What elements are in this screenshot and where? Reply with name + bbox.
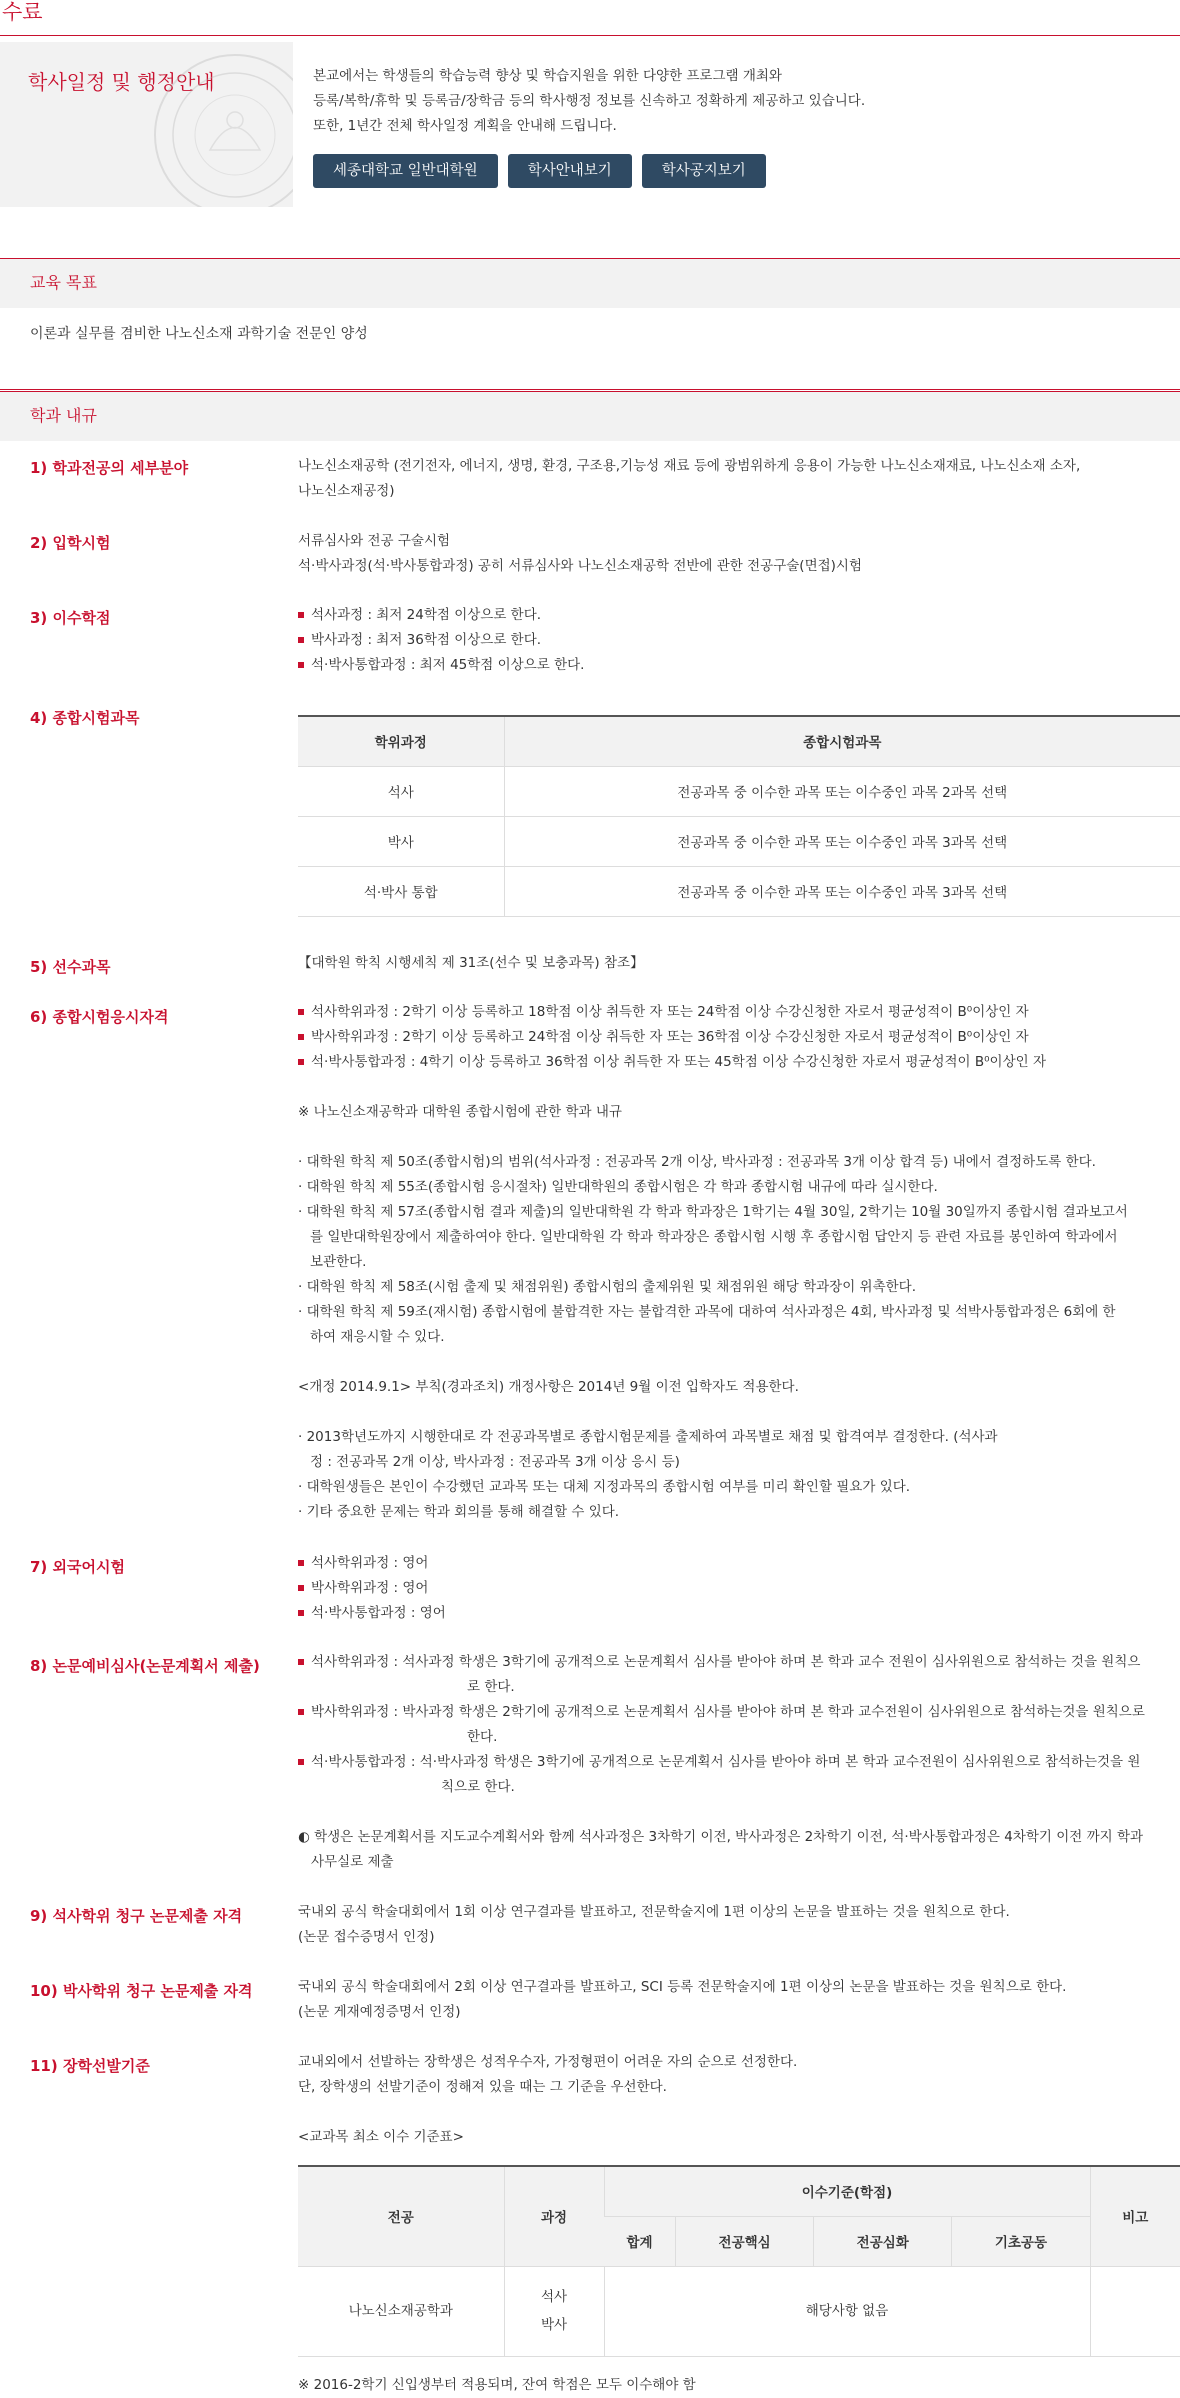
- list-item: 석·박사통합과정 : 석·박사과정 학생은 3학기에 공개적으로 논문계획서 심사를 받아야 하며 본 학과 교수전원이 심사위원으로 참석하는것을 원칙으로 한다.: [298, 1750, 1148, 1800]
- list-item: · 대학원 학칙 제 57조(종합시험 결과 제출)의 일반대학원 각 학과 학과장은 1학기는 4월 30일, 2학기는 10월 30일까지 종합시험 결과보고서를 일반대학원장에서 제출하여야 한다. 일반대학원 각 학과 학과장은 종합시험 시행 후 종합시험 답안지 등 관련 자료를 봉인하여 학과에서 보관한다.: [298, 1204, 1128, 1270]
- graduate-school-button[interactable]: 세종대학교 일반대학원: [313, 154, 498, 188]
- revision-note: <개정 2014.9.1> 부칙(경과조치) 개정사항은 2014년 9월 이전 입학자도 적용한다.: [298, 1379, 799, 1395]
- academic-notice-button[interactable]: 학사공지보기: [642, 154, 766, 188]
- rule-body-11: 교내외에서 선발하는 장학생은 성적우수자, 가정형편이 어려운 자의 순으로 선정한다. 단, 장학생의 선발기준이 정해져 있을 때는 그 기준을 우선한다. <교과목 최소 이수 기준표>: [298, 2050, 1158, 2150]
- rule-label-3: 3) 이수학점: [30, 609, 111, 627]
- rule-body-6: [298, 1000, 1158, 1525]
- table-header: 전공심화: [814, 2216, 952, 2266]
- table-row: 박사 전공과목 중 이수한 과목 또는 이수중인 과목 3과목 선택: [298, 816, 1180, 866]
- rule-body-8: [298, 1650, 1148, 1875]
- rule-label-11: 11) 장학선발기준: [30, 2057, 150, 2075]
- rule-label-1: 1) 학과전공의 세부분야: [30, 459, 189, 477]
- table-row: 석·박사 통합 전공과목 중 이수한 과목 또는 이수중인 과목 3과목 선택: [298, 866, 1180, 916]
- list-item: 석사학위과정 : 영어: [298, 1551, 1158, 1576]
- list-item: 박사과정 : 최저 36학점 이상으로 한다.: [298, 628, 1158, 653]
- table-header: 비고: [1090, 2166, 1180, 2266]
- list-item: · 대학원생들은 본인이 수강했던 교과목 또는 대체 지정과목의 종합시험 여부를 미리 확인할 필요가 있다.: [298, 1479, 911, 1495]
- info-description: 본교에서는 학생들의 학습능력 향상 및 학습지원을 위한 다양한 프로그램 개최와 등록/복학/휴학 및 등록금/장학금 등의 학사행정 정보를 신속하고 정확하게 제공하고 있습니다. 또한, 1년간 전체 학사일정 계획을 안내해 드립니다.: [313, 68, 866, 134]
- list-item: · 대학원 학칙 제 55조(종합시험 응시절차) 일반대학원의 종합시험은 각 학과 종합시험 내규에 따라 실시한다.: [298, 1179, 938, 1195]
- list-item: 석·박사통합과정 : 최저 45학점 이상으로 한다.: [298, 653, 1158, 678]
- table-row: 석사 전공과목 중 이수한 과목 또는 이수중인 과목 2과목 선택: [298, 766, 1180, 816]
- table-header: 과정: [504, 2166, 604, 2266]
- info-heading: 학사일정 및 행정안내: [28, 70, 215, 94]
- rule-label-8: 8) 논문예비심사(논문계획서 제출): [30, 1657, 260, 1675]
- goal-section-heading: 교육 목표: [0, 258, 1180, 308]
- divider: [0, 389, 1180, 390]
- note: ※ 나노신소재공학과 대학원 종합시험에 관한 학과 내규: [298, 1104, 622, 1120]
- table-header: 전공핵심: [676, 2216, 814, 2266]
- list-item: 석사학위과정 : 2학기 이상 등록하고 18학점 이상 취득한 자 또는 24학점 이상 수강신청한 자로서 평균성적이 B⁰이상인 자: [298, 1000, 1158, 1025]
- table-header: 이수기준(학점): [604, 2166, 1090, 2216]
- academic-guide-button[interactable]: 학사안내보기: [508, 154, 632, 188]
- rule-label-6: 6) 종합시험응시자격: [30, 1008, 169, 1026]
- rule-body-5: 【대학원 학칙 시행세칙 제 31조(선수 및 보충과목) 참조】: [298, 955, 644, 971]
- university-seal-icon: [150, 50, 293, 207]
- rules-section-heading: 학과 내규: [0, 391, 1180, 441]
- rule-label-9: 9) 석사학위 청구 논문제출 자격: [30, 1907, 243, 1925]
- list-item: 박사학위과정 : 박사과정 학생은 2학기에 공개적으로 논문계획서 심사를 받아야 하며 본 학과 교수전원이 심사위원으로 참석하는것을 원칙으로 한다.: [298, 1700, 1148, 1750]
- list-item: · 대학원 학칙 제 59조(재시험) 종합시험에 불합격한 자는 불합격한 과목에 대하여 석사과정은 4회, 박사과정 및 석박사통합과정은 6회에 한하여 재응시할 수 있다.: [298, 1304, 1116, 1345]
- table-row: 나노신소재공학과 석사 박사 해당사항 없음: [298, 2266, 1180, 2356]
- list-item: 석·박사통합과정 : 4학기 이상 등록하고 36학점 이상 취득한 자 또는 45학점 이상 수강신청한 자로서 평균성적이 B⁰이상인 자: [298, 1050, 1158, 1075]
- rule-label-2: 2) 입학시험: [30, 534, 111, 552]
- min-credit-table: [298, 2165, 1180, 2357]
- list-item: · 대학원 학칙 제 58조(시험 출제 및 채점위원) 종합시험의 출제위원 및 채점위원 해당 학과장이 위촉한다.: [298, 1279, 917, 1295]
- table-header: 학위과정: [298, 716, 504, 766]
- list-item: 석사과정 : 최저 24학점 이상으로 한다.: [298, 603, 1158, 628]
- list-item: · 대학원 학칙 제 50조(종합시험)의 범위(석사과정 : 전공과목 2개 이상, 박사과정 : 전공과목 3개 이상 합격 등) 내에서 결정하도록 한다.: [298, 1154, 1096, 1170]
- list-item: 박사학위과정 : 영어: [298, 1576, 1158, 1601]
- table-header: 종합시험과목: [504, 716, 1180, 766]
- rule-body-9: 국내외 공식 학술대회에서 1회 이상 연구결과를 발표하고, 전문학술지에 1편 이상의 논문을 발표하는 것을 원칙으로 한다. (논문 접수증명서 인정): [298, 1904, 1010, 1945]
- list-item: · 기타 중요한 문제는 학과 회의를 통해 해결할 수 있다.: [298, 1504, 620, 1520]
- table-title: <교과목 최소 이수 기준표>: [298, 2129, 464, 2145]
- info-side-panel: [0, 42, 293, 207]
- page-title: 수료: [0, 0, 1180, 36]
- list-item: 석·박사통합과정 : 영어: [298, 1601, 1158, 1626]
- rule-body-1: 나노신소재공학 (전기전자, 에너지, 생명, 환경, 구조용,기능성 재료 등에 광범위하게 응용이 가능한 나노신소재재료, 나노신소재 소자, 나노신소재공정): [298, 458, 1081, 499]
- goal-text: 이론과 실무를 겸비한 나노신소재 과학기술 전문인 양성: [30, 326, 368, 342]
- info-buttons: [313, 154, 766, 188]
- rule-label-10: 10) 박사학위 청구 논문제출 자격: [30, 1982, 253, 2000]
- table-header: 전공: [298, 2166, 504, 2266]
- academic-info-box: [0, 42, 1180, 207]
- rule-body-10: 국내외 공식 학술대회에서 2회 이상 연구결과를 발표하고, SCI 등록 전문학술지에 1편 이상의 논문을 발표하는 것을 원칙으로 한다. (논문 게재예정증명서 인정): [298, 1979, 1067, 2020]
- list-item: 박사학위과정 : 2학기 이상 등록하고 24학점 이상 취득한 자 또는 36학점 이상 수강신청한 자로서 평균성적이 B⁰이상인 자: [298, 1025, 1158, 1050]
- exam-subject-table: [298, 715, 1180, 917]
- footnote: ※ 2016-2학기 신입생부터 적용되며, 잔여 학점은 모두 이수해야 함: [298, 2377, 696, 2393]
- rule-label-5: 5) 선수과목: [30, 958, 111, 976]
- rule-label-4: 4) 종합시험과목: [30, 709, 140, 727]
- rule-label-7: 7) 외국어시험: [30, 1558, 125, 1576]
- note: ◐ 학생은 논문계획서를 지도교수계획서와 함께 석사과정은 3차학기 이전, 박사과정은 2차학기 이전, 석·박사통합과정은 4차학기 이전 까지 학과사무실로 제출: [298, 1829, 1144, 1870]
- rule-body-7: [298, 1551, 1158, 1626]
- rule-body-3: [298, 603, 1158, 678]
- table-header: 합계: [604, 2216, 676, 2266]
- rule-body-2: 서류심사와 전공 구술시험 석·박사과정(석·박사통합과정) 공히 서류심사와 나노신소재공학 전반에 관한 전공구술(면접)시험: [298, 533, 862, 574]
- table-header: 기초공동: [952, 2216, 1090, 2266]
- list-item: · 2013학년도까지 시행한대로 각 전공과목별로 종합시험문제를 출제하여 과목별로 채점 및 합격여부 결정한다. (석사과정 : 전공과목 2개 이상, 박사과정 : 전공과목 3개 이상 응시 등): [298, 1429, 998, 1470]
- list-item: 석사학위과정 : 석사과정 학생은 3학기에 공개적으로 논문계획서 심사를 받아야 하며 본 학과 교수 전원이 심사위원으로 참석하는 것을 원칙으로 한다.: [298, 1650, 1148, 1700]
